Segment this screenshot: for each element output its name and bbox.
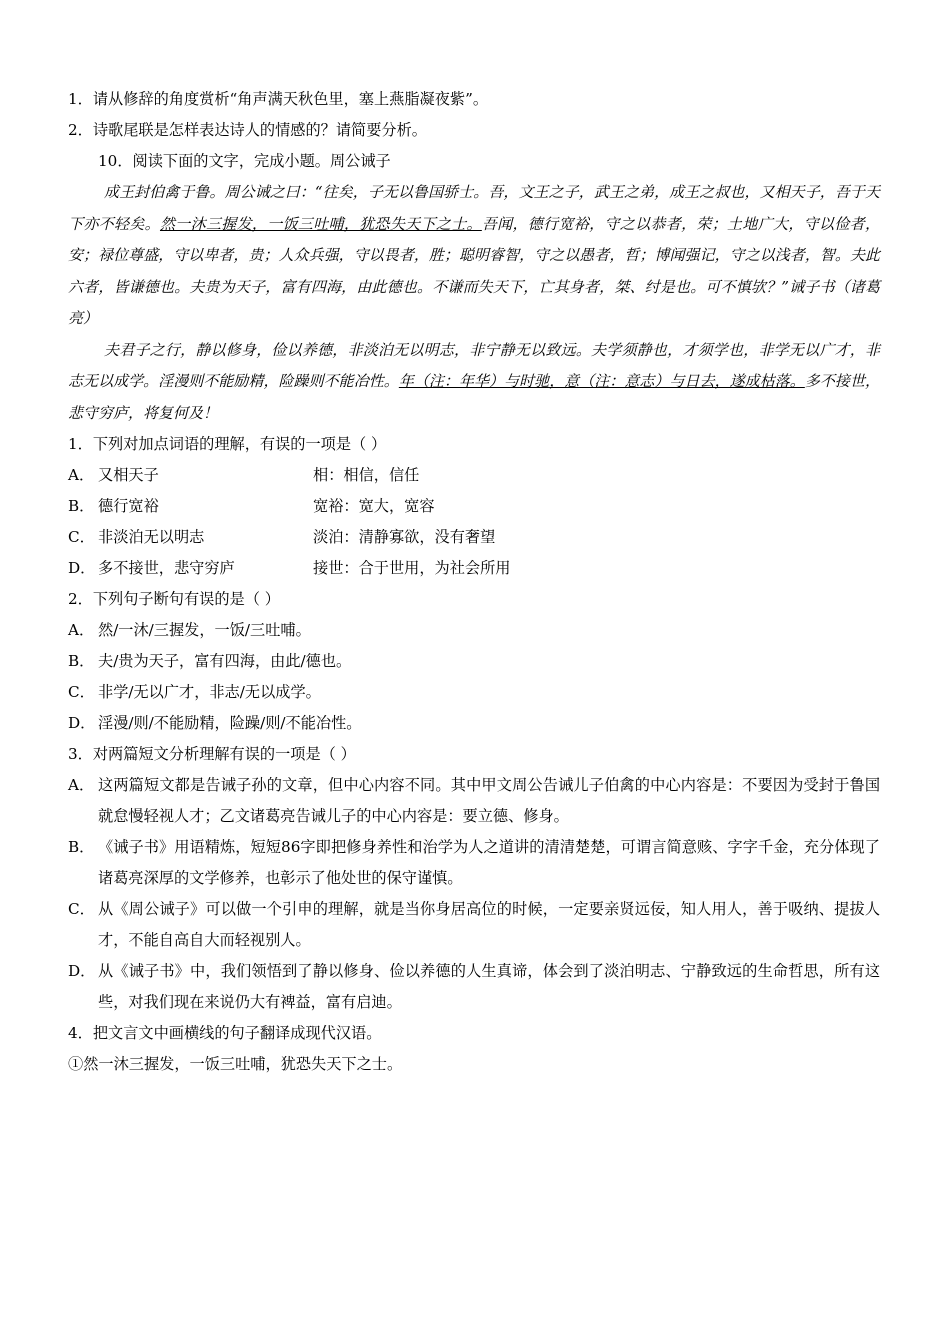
top-questions <box>68 84 880 146</box>
section-10-title: 10．阅读下面的文字，完成小题。周公诫子 <box>98 152 391 170</box>
option-label: A． <box>68 621 95 639</box>
option-text: 又相天子 <box>98 466 159 484</box>
top-question-2: 2．诗歌尾联是怎样表达诗人的情感的？请简要分析。 <box>68 121 427 139</box>
passage-2-part-b: 多不接世，悲守穷庐，将复何及！ <box>68 372 880 422</box>
question-3-option-a[interactable] <box>68 770 880 832</box>
passage-2-part-a: 夫君子之行，静以修身，俭以养德，非淡泊无以明志，非宁静无以致远。夫学须静也，才须学也，非学无以广才，非志无以成学。淫漫则不能励精，险躁则不能冶性。 <box>68 340 880 390</box>
option-label: B． <box>68 652 95 670</box>
option-explanation: 相：相信，信任 <box>313 466 420 484</box>
option-label: B． <box>68 497 95 515</box>
passage-1-underlined: 然一沐三握发，一饭三吐哺，犹恐失天下之士。 <box>159 214 482 233</box>
option-label: A． <box>68 466 95 484</box>
passage-1-part-b: 吾闻，德行宽裕，守之以恭者，荣；土地广大，守以俭者，安；禄位尊盛，守以卑者，贵；人众兵强，守以畏者，胜；聪明睿智，守之以愚者，哲；博闻强记，守之以浅者，智。夫此六者，皆谦德也。夫贵为天子，富有四海，由此德也。不谦而失天下，亡其身者，桀、纣是也。可不慎欤？”诫子书（诸葛亮） <box>68 214 880 327</box>
option-text: 多不接世，悲守穷庐 <box>98 559 235 577</box>
passage-1 <box>68 177 880 335</box>
question-1-option-d[interactable] <box>68 553 880 584</box>
option-text: 淫漫/则/不能励精，险躁/则/不能冶性。 <box>98 714 362 732</box>
option-label: B． <box>68 838 95 856</box>
option-explanation: 淡泊：清静寡欲，没有奢望 <box>313 528 496 546</box>
question-2-option-c[interactable] <box>68 677 880 708</box>
question-3-block <box>68 739 880 1018</box>
option-text: 然/一沐/三握发，一饭/三吐哺。 <box>98 621 311 639</box>
option-label: C． <box>68 683 95 701</box>
option-label: A． <box>68 776 95 794</box>
option-text: 非学/无以广才，非志/无以成学。 <box>98 683 321 701</box>
question-2-stem: 2．下列句子断句有误的是（ ） <box>68 590 280 608</box>
option-label: C． <box>68 900 95 918</box>
option-text: 夫/贵为天子，富有四海，由此/德也。 <box>98 652 352 670</box>
top-question-1: 1．请从修辞的角度赏析“角声满天秋色里，塞上燕脂凝夜紫”。 <box>68 90 489 108</box>
question-1-stem: 1．下列对加点词语的理解，有误的一项是（ ） <box>68 435 387 453</box>
question-1-option-b[interactable] <box>68 491 880 522</box>
question-1-option-c[interactable] <box>68 522 880 553</box>
option-label: D． <box>68 559 96 577</box>
question-4-block <box>68 1018 880 1080</box>
question-4-item-1: ①然一沐三握发，一饭三吐哺，犹恐失天下之士。 <box>68 1055 403 1073</box>
option-text: 德行宽裕 <box>98 497 159 515</box>
option-text: 这两篇短文都是告诫子孙的文章，但中心内容不同。其中甲文周公告诫儿子伯禽的中心内容是：不要因为受封于鲁国就怠慢轻视人才；乙文诸葛亮告诫儿子的中心内容是：要立德、修身。 <box>98 776 880 825</box>
question-2-block <box>68 584 880 739</box>
question-2-option-a[interactable] <box>68 615 880 646</box>
option-text: 从《诫子书》中，我们领悟到了静以修身、俭以养德的人生真谛，体会到了淡泊明志、宁静致远的生命哲思，所有这些，对我们现在来说仍大有裨益，富有启迪。 <box>98 962 880 1011</box>
option-text: 从《周公诫子》可以做一个引申的理解，就是当你身居高位的时候，一定要亲贤远佞，知人用人，善于吸纳、提拔人才，不能自高自大而轻视别人。 <box>98 900 880 949</box>
option-explanation: 宽裕：宽大，宽容 <box>313 497 435 515</box>
option-label: C． <box>68 528 95 546</box>
question-3-option-d[interactable] <box>68 956 880 1018</box>
question-2-option-d[interactable] <box>68 708 880 739</box>
question-1-block <box>68 429 880 584</box>
passage-1-part-a: 成王封伯禽于鲁。周公诫之曰：“往矣，子无以鲁国骄士。吾，文王之子，武王之弟，成王之叔也，又相天子，吾于天下亦不轻矣。 <box>68 183 880 233</box>
passage-2 <box>68 335 880 430</box>
option-label: D． <box>68 714 96 732</box>
option-text: 非淡泊无以明志 <box>98 528 205 546</box>
option-text: 《诫子书》用语精炼，短短86字即把修身养性和治学为人之道讲的清清楚楚，可谓言简意赅、字字千金，充分体现了诸葛亮深厚的文学修养，也彰示了他处世的保守谨慎。 <box>98 838 880 887</box>
passage-2-underlined: 年（注：年华）与时驰，意（注：意志）与日去，遂成枯落。 <box>398 372 805 390</box>
question-1-option-a[interactable] <box>68 460 880 491</box>
question-2-option-b[interactable] <box>68 646 880 677</box>
question-3-option-b[interactable] <box>68 832 880 894</box>
question-3-option-c[interactable] <box>68 894 880 956</box>
option-explanation: 接世：合于世用，为社会所用 <box>313 559 511 577</box>
option-label: D． <box>68 962 96 980</box>
question-4-stem: 4．把文言文中画横线的句子翻译成现代汉语。 <box>68 1024 382 1042</box>
question-3-stem: 3．对两篇短文分析理解有误的一项是（ ） <box>68 745 356 763</box>
